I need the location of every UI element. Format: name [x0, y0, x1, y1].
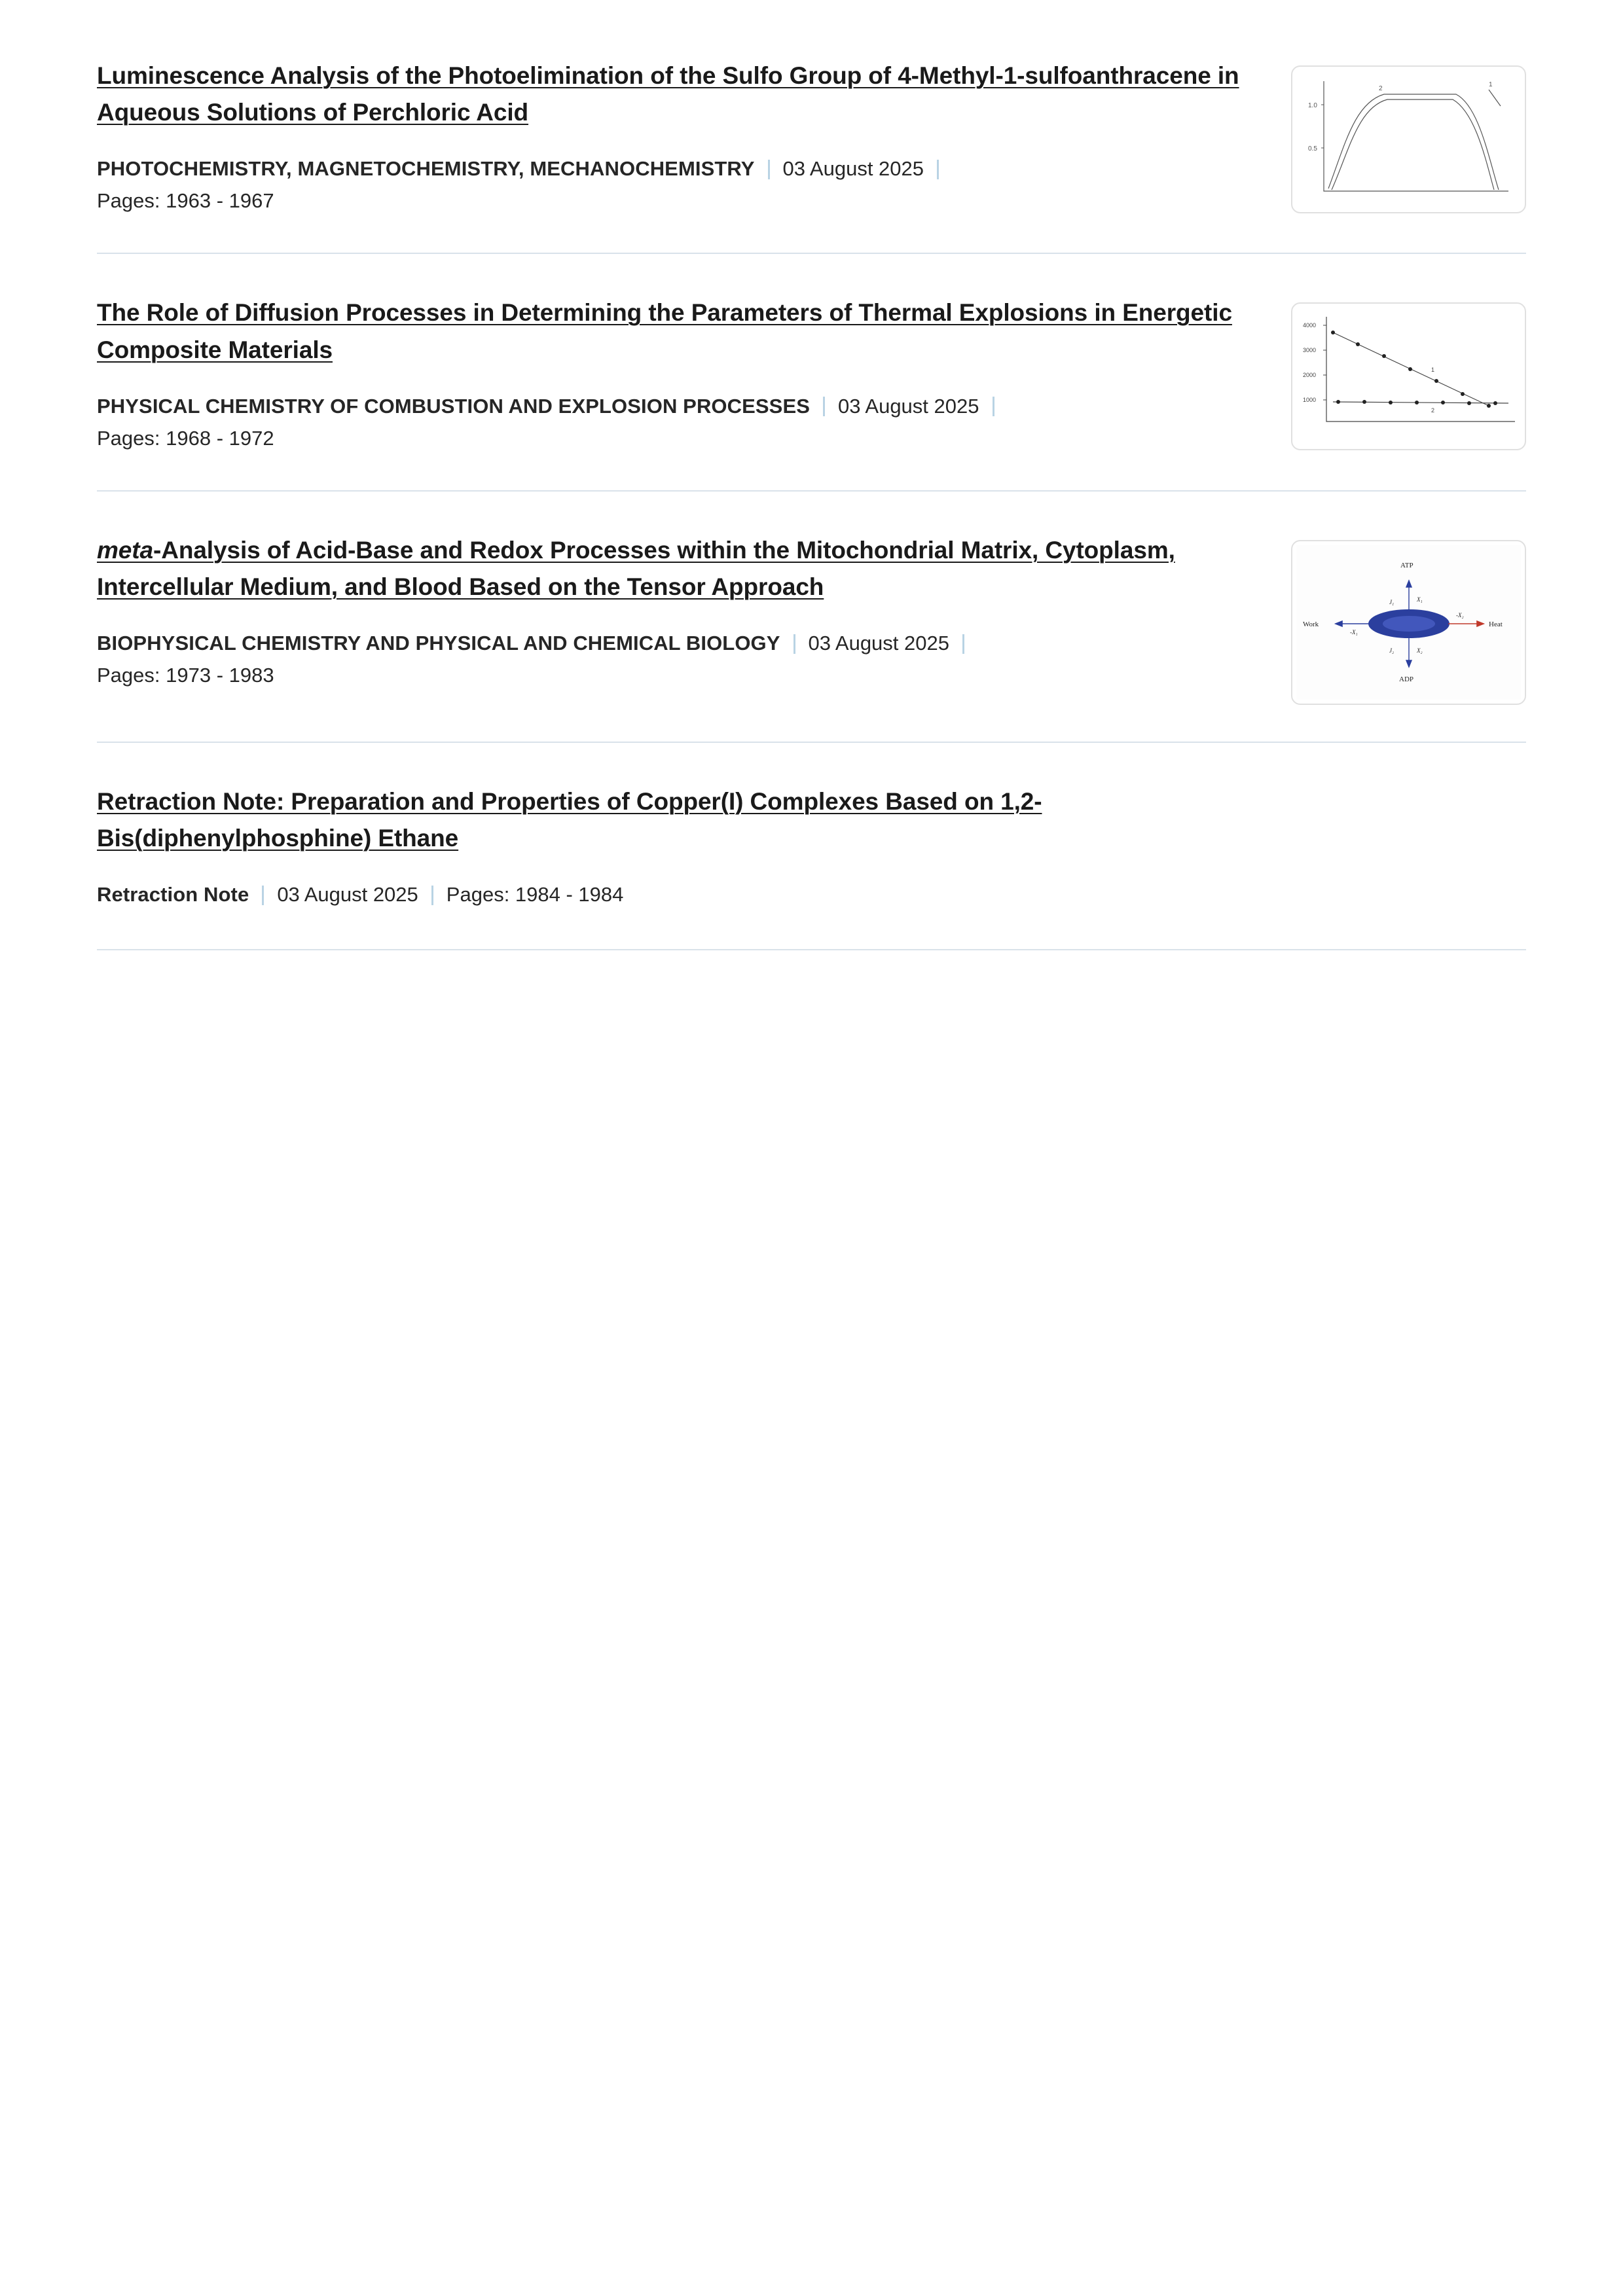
svg-text:1000: 1000 [1303, 397, 1317, 404]
svg-text:ATP: ATP [1400, 561, 1413, 569]
meta-separator [962, 634, 964, 654]
svg-text:J₂: J₂ [1389, 647, 1395, 654]
article-section: Retraction Note [97, 883, 249, 906]
article-meta [97, 629, 1265, 691]
article-content [97, 295, 1291, 453]
article-title-rest: -Analysis of Acid-Base and Redox Processes within the Mitochondrial Matrix, Cytoplasm, Intercellular Medium, and Blood Based on the Tensor Approach [97, 536, 1175, 600]
article-section: PHOTOCHEMISTRY, MAGNETOCHEMISTRY, MECHANOCHEMISTRY [97, 157, 755, 181]
article-item [97, 295, 1526, 491]
mitochondrion-atp-diagram-icon [1292, 541, 1525, 704]
svg-text:4000: 4000 [1303, 322, 1317, 329]
article-item [97, 783, 1526, 950]
article-content [97, 783, 1321, 912]
article-meta [97, 154, 1265, 216]
article-title-link[interactable]: Retraction Note: Preparation and Properties of Copper(I) Complexes Based on 1,2-Bis(diphenylphosphine) Ethane [97, 787, 1042, 852]
article-content [97, 532, 1291, 691]
meta-separator [993, 397, 994, 416]
article-thumbnail[interactable] [1291, 65, 1526, 213]
article-meta-row [97, 392, 1265, 422]
article-title-link[interactable]: The Role of Diffusion Processes in Determining the Parameters of Thermal Explosions in Energetic Composite Materials [97, 299, 1232, 363]
svg-text:X₂: X₂ [1417, 647, 1423, 654]
article-content [97, 58, 1291, 216]
article-title [97, 532, 1265, 605]
svg-text:-X₂: -X₂ [1456, 611, 1464, 619]
svg-text:Work: Work [1303, 620, 1319, 628]
article-date: 03 August 2025 [838, 394, 979, 418]
article-meta-row [97, 154, 1265, 184]
article-pages: Pages: 1984 - 1984 [446, 883, 624, 906]
svg-text:3000: 3000 [1303, 347, 1317, 354]
article-thumbnail[interactable] [1291, 302, 1526, 450]
meta-separator [431, 886, 433, 905]
meta-separator [823, 397, 825, 416]
article-item [97, 532, 1526, 743]
svg-text:2: 2 [1379, 85, 1383, 92]
svg-text:ADP: ADP [1399, 675, 1414, 683]
article-date: 03 August 2025 [782, 157, 924, 181]
meta-separator [937, 160, 939, 179]
article-date: 03 August 2025 [808, 632, 949, 655]
svg-text:Heat: Heat [1489, 620, 1503, 628]
svg-text:1.0: 1.0 [1308, 102, 1317, 109]
meta-separator [793, 634, 795, 654]
svg-text:X₁: X₁ [1417, 596, 1423, 603]
scatter-descending-lines-icon [1292, 304, 1525, 449]
article-title-link[interactable]: Luminescence Analysis of the Photoelimination of the Sulfo Group of 4-Methyl-1-sulfoanthracene in Aqueous Solutions of Perchloric Acid [97, 62, 1239, 126]
article-title [97, 58, 1265, 131]
article-title [97, 295, 1265, 368]
svg-text:1: 1 [1489, 81, 1493, 88]
article-pages: Pages: 1968 - 1972 [97, 426, 274, 450]
article-item [97, 58, 1526, 254]
article-thumbnail[interactable] [1291, 540, 1526, 705]
meta-separator [262, 886, 264, 905]
svg-text:J₁: J₁ [1389, 598, 1395, 605]
article-pages: Pages: 1963 - 1967 [97, 189, 274, 213]
article-meta [97, 392, 1265, 454]
article-title [97, 783, 1295, 857]
line-plot-plateau-icon [1292, 67, 1525, 212]
article-section: BIOPHYSICAL CHEMISTRY AND PHYSICAL AND CHEMICAL BIOLOGY [97, 632, 780, 655]
article-meta [97, 880, 1295, 910]
svg-text:-X₁: -X₁ [1350, 628, 1358, 636]
svg-text:2: 2 [1431, 407, 1435, 414]
svg-text:2000: 2000 [1303, 372, 1317, 379]
svg-text:1: 1 [1431, 367, 1435, 374]
meta-separator [768, 160, 770, 179]
article-date: 03 August 2025 [277, 883, 418, 906]
article-title-link[interactable] [97, 537, 1175, 600]
article-meta-row [97, 629, 1265, 658]
article-list [97, 0, 1526, 950]
article-pages: Pages: 1973 - 1983 [97, 664, 274, 687]
svg-text:0.5: 0.5 [1308, 145, 1317, 152]
article-meta-row [97, 880, 1295, 910]
article-section: PHYSICAL CHEMISTRY OF COMBUSTION AND EXPLOSION PROCESSES [97, 394, 811, 418]
article-title-italic-lead: meta [97, 536, 153, 564]
